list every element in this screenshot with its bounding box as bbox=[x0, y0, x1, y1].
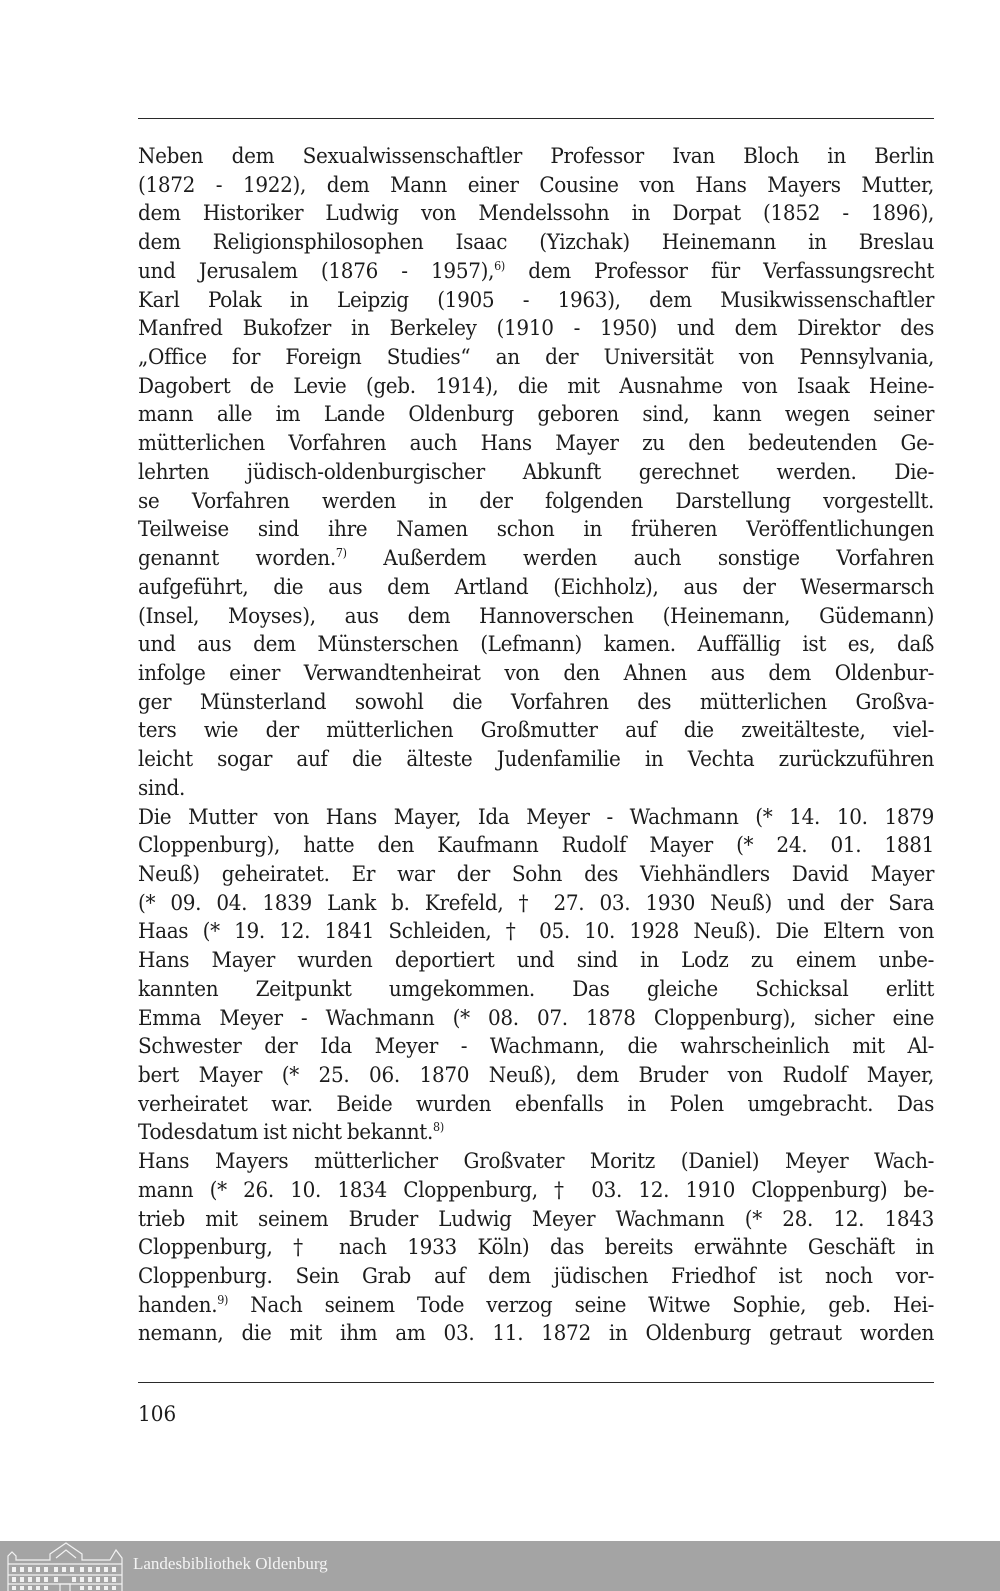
text-line-content: Schwester der Ida Meyer - Wachmann, die wahrscheinlich mit Al- bbox=[138, 1034, 935, 1060]
library-name: Landesbibliothek Oldenburg bbox=[133, 1554, 328, 1573]
text-line-content: leicht sogar auf die älteste Judenfamilie in Vechta zurückzuführen bbox=[138, 747, 935, 773]
text-line-content: Hans Mayer wurden deportiert und sind in Lodz zu einem unbe- bbox=[138, 948, 935, 974]
text-line-content: Todesdatum ist nicht bekannt. bbox=[138, 1120, 434, 1146]
text-line bbox=[138, 1119, 934, 1148]
text-line-content: ger Münsterland sowohl die Vorfahren des mütterlichen Großva- bbox=[138, 689, 935, 715]
text-line bbox=[138, 603, 934, 632]
footnote-reference[interactable]: 8) bbox=[433, 1120, 444, 1135]
text-line bbox=[138, 1177, 934, 1206]
text-line bbox=[138, 746, 934, 775]
text-line bbox=[138, 976, 934, 1005]
text-line-content: genannt worden. bbox=[138, 546, 336, 572]
text-line-content: (Insel, Moyses), aus dem Hannoverschen (Heinemann, Güdemann) bbox=[138, 603, 935, 629]
text-line bbox=[138, 545, 934, 574]
text-line-content: Haas (* 19. 12. 1841 Schleiden, † 05. 10. 1928 Neuß). Die Eltern von bbox=[138, 919, 935, 945]
text-line-content: Außerdem werden auch sonstige Vorfahren bbox=[346, 546, 935, 572]
text-line bbox=[138, 947, 934, 976]
text-line-content: ters wie der mütterlichen Großmutter auf die zweitälteste, viel- bbox=[138, 718, 935, 744]
text-line bbox=[138, 660, 934, 689]
text-line bbox=[138, 861, 934, 890]
text-line bbox=[138, 1292, 934, 1321]
library-building-icon bbox=[6, 1542, 124, 1591]
text-line bbox=[138, 200, 934, 229]
text-line bbox=[138, 315, 934, 344]
text-line bbox=[138, 832, 934, 861]
text-line bbox=[138, 574, 934, 603]
text-line-content: Emma Meyer - Wachmann (* 08. 07. 1878 Cloppenburg), sicher eine bbox=[138, 1005, 935, 1031]
text-line bbox=[138, 689, 934, 718]
text-line-content: kannten Zeitpunkt umgekommen. Das gleiche Schicksal erlitt bbox=[138, 976, 935, 1002]
text-line-content: „Office for Foreign Studies“ an der Universität von Pennsylvania, bbox=[138, 345, 935, 371]
text-line-content: dem Historiker Ludwig von Mendelssohn in Dorpat (1852 - 1896), bbox=[138, 201, 935, 227]
text-line bbox=[138, 488, 934, 517]
text-line bbox=[138, 258, 934, 287]
text-line bbox=[138, 775, 934, 804]
text-line-content: mann (* 26. 10. 1834 Cloppenburg, † 03. 12. 1910 Cloppenburg) be- bbox=[138, 1177, 935, 1203]
text-line-content: Dagobert de Levie (geb. 1914), die mit Ausnahme von Isaak Heine- bbox=[138, 373, 935, 399]
text-line bbox=[138, 143, 934, 172]
text-line-content: handen. bbox=[138, 1292, 218, 1318]
text-line-content: mütterlichen Vorfahren auch Hans Mayer zu den bedeutenden Ge- bbox=[138, 431, 935, 457]
text-line bbox=[138, 918, 934, 947]
text-line bbox=[138, 1148, 934, 1177]
text-line-content: Karl Polak in Leipzig (1905 - 1963), dem Musikwissenschaftler bbox=[138, 287, 935, 313]
text-line-content: und Jerusalem (1876 - 1957), bbox=[138, 258, 495, 284]
footnote-reference[interactable]: 9) bbox=[217, 1292, 229, 1307]
text-line-content: dem Professor für Verfassungsrecht bbox=[504, 258, 935, 284]
page-number: 106 bbox=[138, 1402, 177, 1427]
text-line bbox=[138, 516, 934, 545]
text-line bbox=[138, 459, 934, 488]
text-line bbox=[138, 430, 934, 459]
text-line-content: Nach seinem Tode verzog seine Witwe Sophie, geb. Hei- bbox=[228, 1292, 935, 1318]
text-line bbox=[138, 172, 934, 201]
text-line bbox=[138, 401, 934, 430]
text-line bbox=[138, 1234, 934, 1263]
text-line bbox=[138, 890, 934, 919]
text-line-content: Cloppenburg. Sein Grab auf dem jüdischen Friedhof ist noch vor- bbox=[138, 1264, 935, 1290]
footer-rule bbox=[138, 1382, 934, 1383]
text-line-content: dem Religionsphilosophen Isaac (Yizchak) Heinemann in Breslau bbox=[138, 230, 935, 256]
text-line-content: (1872 - 1922), dem Mann einer Cousine von Hans Mayers Mutter, bbox=[138, 172, 935, 198]
text-line bbox=[138, 1320, 934, 1349]
text-line-content: bert Mayer (* 25. 06. 1870 Neuß), dem Bruder von Rudolf Mayer, bbox=[138, 1063, 935, 1088]
text-line bbox=[138, 344, 934, 373]
text-line-content: (* 09. 04. 1839 Lank b. Krefeld, † 27. 03. 1930 Neuß) und der Sara bbox=[138, 890, 935, 916]
text-line bbox=[138, 287, 934, 316]
text-line bbox=[138, 717, 934, 746]
text-line-content: und aus dem Münsterschen (Lefmann) kamen. Auffällig ist es, daß bbox=[138, 632, 935, 658]
text-line bbox=[138, 1263, 934, 1292]
text-line-content: mann alle im Lande Oldenburg geboren sind, kann wegen seiner bbox=[138, 402, 935, 428]
footnote-reference[interactable]: 7) bbox=[335, 546, 347, 561]
text-line-content: Manfred Bukofzer in Berkeley (1910 - 1950) und dem Direktor des bbox=[138, 316, 935, 342]
text-line-content: Die Mutter von Hans Mayer, Ida Meyer - Wachmann (* 14. 10. 1879 bbox=[138, 804, 935, 830]
text-line bbox=[138, 373, 934, 402]
text-line bbox=[138, 1206, 934, 1235]
body-text bbox=[138, 143, 934, 1349]
text-line bbox=[138, 1005, 934, 1034]
text-line-content: nemann, die mit ihm am 03. 11. 1872 in Oldenburg getraut worden bbox=[138, 1321, 935, 1347]
text-line-content: trieb mit seinem Bruder Ludwig Meyer Wachmann (* 28. 12. 1843 bbox=[138, 1206, 935, 1232]
header-rule bbox=[138, 118, 934, 119]
text-line-content: aufgeführt, die aus dem Artland (Eichholz), aus der Wesermarsch bbox=[138, 574, 935, 600]
library-footer-bar bbox=[0, 1541, 1000, 1591]
text-line bbox=[138, 631, 934, 660]
text-line-content: Cloppenburg), hatte den Kaufmann Rudolf Mayer (* 24. 01. 1881 bbox=[138, 833, 935, 859]
text-line bbox=[138, 229, 934, 258]
footnote-reference[interactable]: 6) bbox=[494, 258, 505, 273]
text-line-content: Neuß) geheiratet. Er war der Sohn des Viehhändlers David Mayer bbox=[138, 861, 935, 887]
text-line-content: lehrten jüdisch-oldenburgischer Abkunft gerechnet werden. Die- bbox=[138, 459, 935, 485]
text-line-content: Hans Mayers mütterlicher Großvater Moritz (Daniel) Meyer Wach- bbox=[138, 1149, 935, 1175]
text-line-content: verheiratet war. Beide wurden ebenfalls in Polen umgebracht. Das bbox=[138, 1091, 935, 1117]
text-line bbox=[138, 1091, 934, 1120]
text-line bbox=[138, 1062, 934, 1091]
text-line bbox=[138, 804, 934, 833]
text-line-content: sind. bbox=[138, 775, 186, 801]
text-line-content: Cloppenburg, † nach 1933 Köln) das bereits erwähnte Geschäft in bbox=[138, 1235, 935, 1261]
text-line bbox=[138, 1033, 934, 1062]
text-line-content: Teilweise sind ihre Namen schon in früheren Veröffentlichungen bbox=[138, 517, 935, 543]
text-line-content: Neben dem Sexualwissenschaftler Professor Ivan Bloch in Berlin bbox=[138, 144, 935, 169]
text-line-content: se Vorfahren werden in der folgenden Darstellung vorgestellt. bbox=[138, 488, 935, 514]
text-line-content: infolge einer Verwandtenheirat von den Ahnen aus dem Oldenbur- bbox=[138, 660, 935, 686]
